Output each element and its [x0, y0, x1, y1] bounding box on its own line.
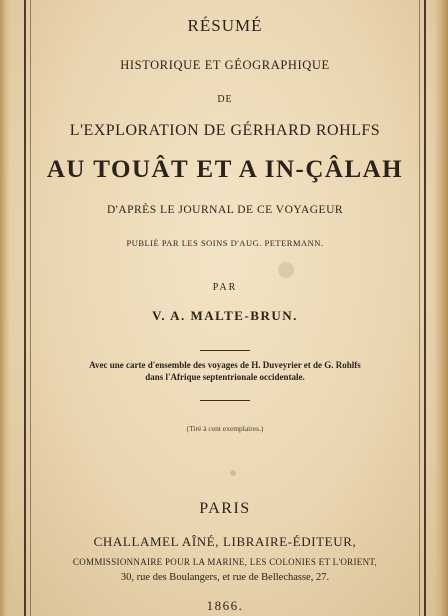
map-note-line-1: Avec une carte d'ensemble des voyages de H. Duveyrier et de G. Rohlfs: [89, 360, 361, 370]
divider-top: [200, 350, 250, 351]
author-name: V. A. MALTE-BRUN.: [152, 308, 298, 323]
heading-resume: RÉSUMÉ: [187, 16, 263, 35]
border-rule-left-inner: [30, 0, 31, 616]
publisher-note: PUBLIÉ PAR LES SOINS D'AUG. PETERMANN.: [126, 238, 324, 248]
print-run-note: (Tiré à cent exemplaires.): [186, 424, 264, 433]
page-edge-left: [0, 0, 10, 616]
map-note-line-2: dans l'Afrique septentrionale occidentale.: [145, 372, 305, 382]
subtitle-dapres: D'APRÈS LE JOURNAL DE CE VOYAGEUR: [106, 204, 344, 216]
heading-de: DE: [217, 94, 233, 105]
border-rule-right: [424, 0, 426, 616]
divider-bottom: [200, 400, 250, 401]
border-rule-left: [24, 0, 26, 616]
imprint-publisher: CHALLAMEL AÎNÉ, LIBRAIRE-ÉDITEUR,: [93, 534, 357, 549]
page-edge-right: [434, 0, 448, 616]
imprint-city: PARIS: [199, 500, 251, 517]
imprint-commission: COMMISSIONNAIRE POUR LA MARINE, LES COLONIES ET L'ORIENT,: [72, 557, 378, 567]
imprint-year: 1866.: [206, 598, 244, 613]
heading-subtitle: HISTORIQUE ET GÉOGRAPHIQUE: [120, 58, 330, 72]
heading-exploration: L'EXPLORATION DE GÉRHARD ROHLFS: [69, 122, 381, 139]
main-title: AU TOUÂT ET A IN-ÇÂLAH: [46, 156, 404, 183]
border-rule-right-inner: [419, 0, 420, 616]
by-label: PAR: [212, 282, 238, 293]
title-page-content: [32, 0, 418, 616]
imprint-address: 30, rue des Boulangers, et rue de Bellechasse, 27.: [120, 572, 330, 583]
